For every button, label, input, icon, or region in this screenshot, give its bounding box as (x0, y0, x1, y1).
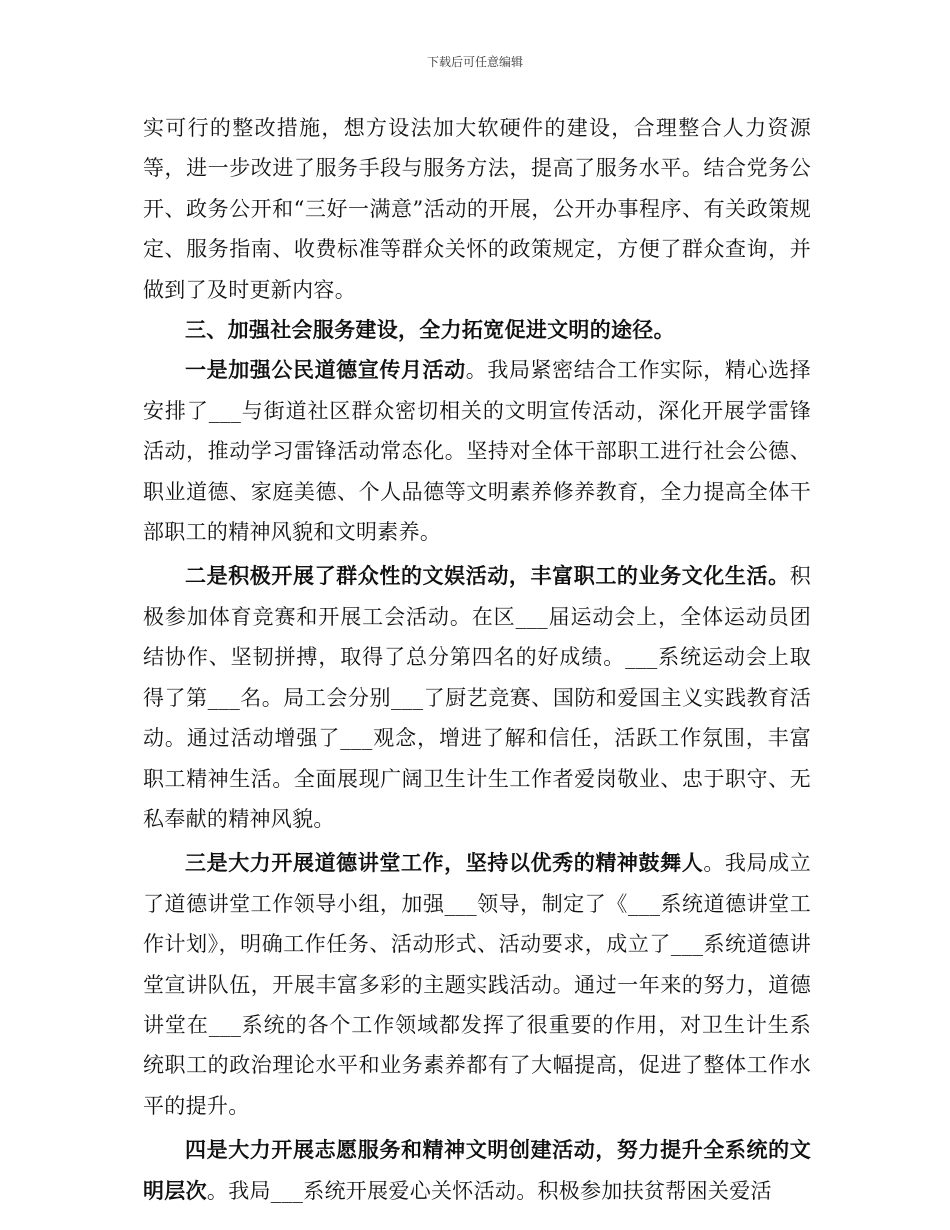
paragraph-1 (143, 108, 811, 310)
section-heading-3-text: 三、加强社会服务建设，全力拓宽促进文明的途径。 (185, 317, 675, 343)
section-heading-3 (143, 310, 811, 350)
page-header: 下载后可任意编辑 (426, 55, 523, 69)
paragraph-item-1 (143, 350, 811, 552)
paragraph-item-1-lead: 一是加强公民道德宣传月活动 (185, 357, 466, 383)
paragraph-item-3-text: 。我局成立了道德讲堂工作领导小组，加强___领导，制定了《___系统道德讲堂工作计划》，明确工作任务、活动形式、活动要求，成立了___系统道德讲堂宣讲队伍，开展丰富多彩的主题实践活动。通过一年来的努力，道德讲堂在___系统的各个工作领域都发挥了很重要的作用，对卫生计生系统职工的政治理论水平和业务素养都有了大幅提高，促进了整体工作水平的提升。 (143, 851, 811, 1118)
document-body (143, 108, 811, 1211)
paragraph-item-2-text: 积极参加体育竞赛和开展工会活动。在区___届运动会上，全体运动员团结协作、坚韧拼搏，取得了总分第四名的好成绩。___系统运动会上取得了第___名。局工会分别___了厨艺竞赛、国防和爱国主义实践教育活动。通过活动增强了___观念，增进了解和信任，活跃工作氛围，丰富职工精神生活。全面展现广阔卫生计生工作者爱岗敬业、忠于职守、无私奉献的精神风貌。 (143, 564, 811, 831)
paragraph-item-4-lead: 四是大力开展志愿服务和精神文明创建活动，努力提升全系统的文明层次 (143, 1137, 811, 1203)
paragraph-1-text: 实可行的整改措施，想方设法加大软硬件的建设，合理整合人力资源等，进一步改进了服务手段与服务方法，提高了服务水平。结合党务公开、政务公开和“三好一满意”活动的开展，公开办事程序、有关政策规定、服务指南、收费标准等群众关怀的政策规定，方便了群众查询，并做到了及时更新内容。 (143, 116, 811, 302)
paragraph-item-2 (143, 556, 811, 839)
paragraph-item-3 (143, 843, 811, 1126)
paragraph-item-2-lead: 二是积极开展了群众性的文娱活动，丰富职工的业务文化生活。 (185, 563, 790, 589)
paragraph-item-3-lead: 三是大力开展道德讲堂工作，坚持以优秀的精神鼓舞人 (185, 850, 704, 876)
paragraph-item-4-text: 。我局___系统开展爱心关怀活动。积极参加扶贫帮困关爱活 (206, 1178, 772, 1203)
paragraph-item-1-text: 。我局紧密结合工作实际，精心选择安排了___与街道社区群众密切相关的文明宣传活动，深化开展学雷锋活动，推动学习雷锋活动常态化。坚持对全体干部职工进行社会公德、职业道德、家庭美德、个人品德等文明素养修养教育，全力提高全体干部职工的精神风貌和文明素养。 (143, 358, 811, 545)
paragraph-item-4 (143, 1130, 811, 1211)
